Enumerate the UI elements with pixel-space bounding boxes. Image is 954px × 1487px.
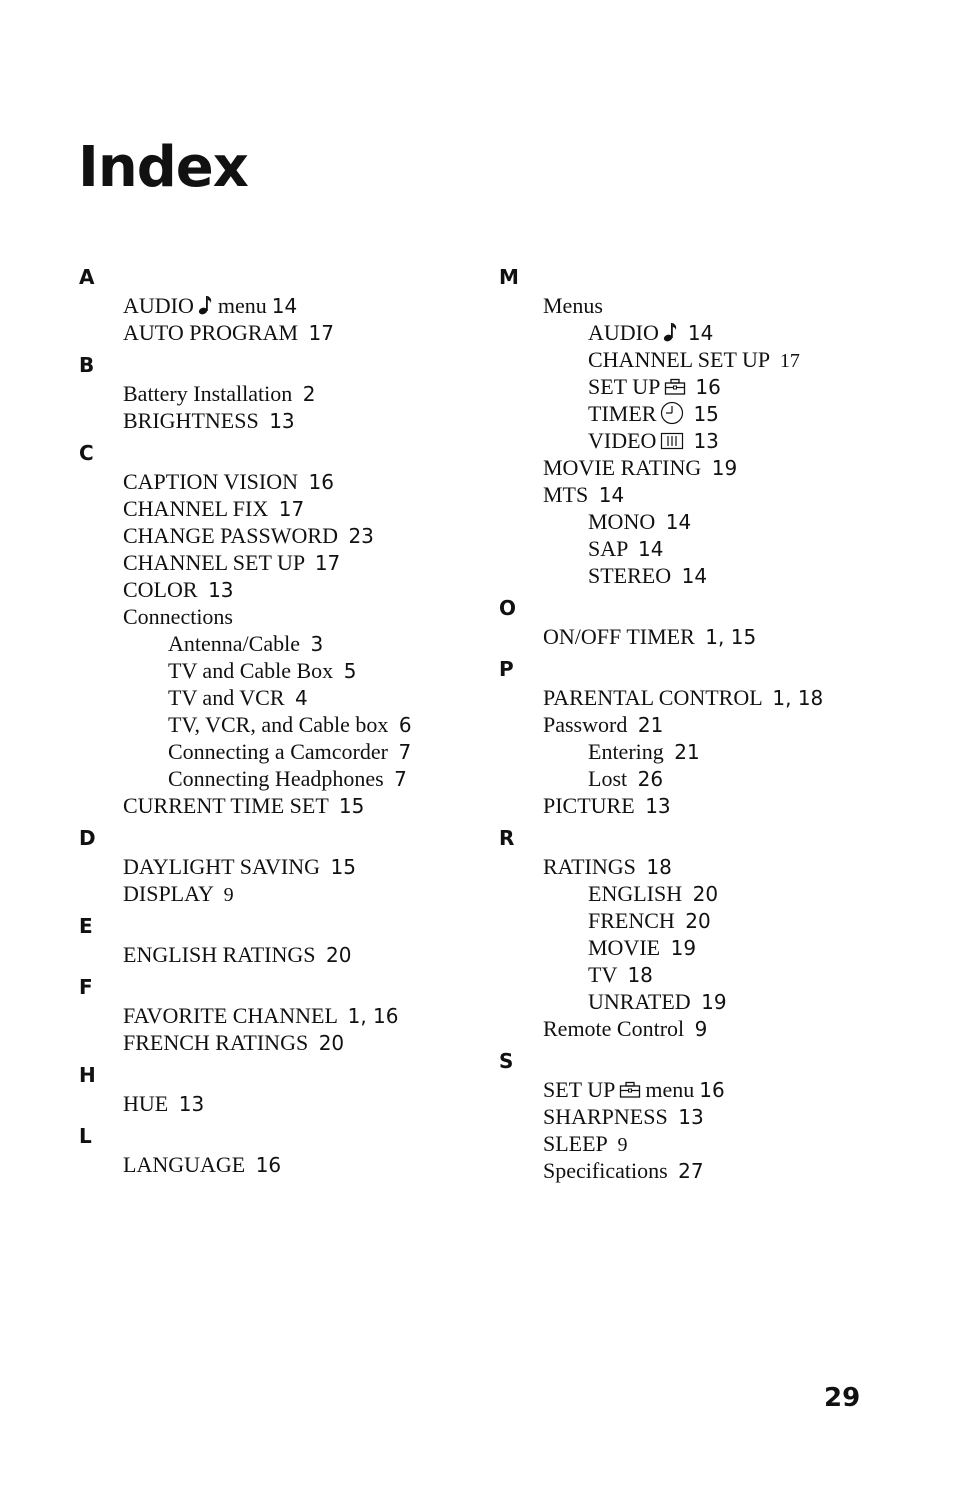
section-letter: D [79,826,96,850]
page-title: Index [78,135,248,200]
entry-page-ref: 20 [326,943,352,967]
entry-term: Connections [123,604,233,629]
index-entry-mono [499,508,919,535]
index-section-d [79,823,479,907]
section-letter: P [499,657,514,681]
entry-term: ENGLISH [588,881,683,906]
index-section-f [79,972,479,1056]
entry-page-ref: 23 [348,524,374,548]
entry-page-ref: 26 [637,767,664,791]
index-section-p [499,654,919,819]
entry-term: PARENTAL CONTROL [543,685,762,710]
index-entry-tv-vcr-and-cable-box [79,711,479,738]
entry-term: SLEEP [543,1131,607,1156]
index-left-column [79,262,479,1182]
setup-toolbox-icon [619,1078,641,1105]
entry-page-ref: 7 [398,740,412,764]
entry-page-ref: 9 [223,884,234,906]
entry-term: TIMER [588,401,657,426]
entry-term: Specifications [543,1158,668,1183]
entry-page-ref: 18 [627,963,653,987]
index-entry-video [499,427,919,454]
entry-page-ref: 1, 18 [772,686,824,710]
entry-page-ref: 14 [598,483,625,507]
entry-page-ref: 9 [617,1134,628,1156]
entry-term: HUE [123,1091,169,1116]
entry-page-ref: 20 [685,909,711,933]
index-entry-on-off-timer [499,623,919,650]
entry-page-ref: 2 [302,382,316,406]
entry-page-ref: 13 [269,409,295,433]
index-section-s [499,1046,919,1184]
entry-page-ref: 20 [318,1031,345,1055]
entry-page-ref: 16 [695,375,721,399]
section-letter: E [79,914,93,938]
entry-term: Password [543,712,628,737]
index-entry-tv-and-vcr [79,684,479,711]
index-entry-channel-set-up [499,346,919,373]
index-entry-channel-set-up [79,549,479,576]
index-entry-antenna-cable [79,630,479,657]
entry-term: SET UP [588,374,661,399]
entry-page-ref: 16 [308,470,334,494]
entry-page-ref: 1, 16 [347,1004,399,1028]
entry-term: MTS [543,482,589,507]
index-entry-specifications [499,1157,919,1184]
index-section-o [499,593,919,650]
entry-term: AUTO PROGRAM [123,320,299,345]
entry-page-ref: 17 [278,497,305,521]
entry-term: CURRENT TIME SET [123,793,329,818]
index-entry-auto-program [79,319,479,346]
index-entry-brightness [79,407,479,434]
index-entry-stereo [499,562,919,589]
index-entry-ratings [499,853,919,880]
index-entry-french-ratings [79,1029,479,1056]
entry-page-ref: 15 [330,855,356,879]
entry-suffix: menu [217,293,267,318]
index-entry-set-up [499,373,919,400]
page-number: 29 [824,1383,861,1413]
entry-term: SET UP [543,1077,616,1102]
entry-term: CHANGE PASSWORD [123,523,338,548]
index-entry-language [79,1151,479,1178]
entry-page-ref: 14 [271,294,298,318]
entry-page-ref: 15 [338,794,365,818]
entry-term: CHANNEL SET UP [123,550,305,575]
entry-term: FRENCH RATINGS [123,1030,309,1055]
section-letter: O [499,596,517,620]
entry-term: STEREO [588,563,672,588]
entry-term: DAYLIGHT SAVING [123,854,321,879]
entry-page-ref: 13 [678,1105,704,1129]
entry-term: VIDEO [588,428,657,453]
entry-term: LANGUAGE [123,1152,246,1177]
entry-page-ref: 19 [711,456,738,480]
index-entry-mts [499,481,919,508]
entry-page-ref: 20 [692,882,719,906]
entry-term: AUDIO [123,293,194,318]
section-letter: S [499,1049,514,1073]
entry-term: FRENCH [588,908,675,933]
index-entry-favorite-channel [79,1002,479,1029]
entry-page-ref: 19 [701,990,727,1014]
index-entry-english [499,880,919,907]
entry-page-ref: 14 [681,564,708,588]
section-letter: H [79,1063,96,1087]
index-entry-french [499,907,919,934]
index-entry-remote-control [499,1015,919,1042]
index-entry-sleep [499,1130,919,1157]
index-entry-movie [499,934,919,961]
entry-term: ENGLISH RATINGS [123,942,316,967]
entry-term: TV [588,962,617,987]
index-entry-lost [499,765,919,792]
entry-page-ref: 14 [665,510,692,534]
index-entry-timer [499,400,919,427]
entry-term: COLOR [123,577,198,602]
entry-term: Antenna/Cable [168,631,300,656]
entry-term: Connecting a Camcorder [168,739,388,764]
entry-term: CHANNEL SET UP [588,347,770,372]
entry-term: Lost [588,766,628,791]
section-letter: A [79,265,95,289]
entry-page-ref: 18 [646,855,672,879]
entry-term: RATINGS [543,854,636,879]
index-section-m [499,262,919,589]
index-entry-menus [499,292,919,319]
index-section-e [79,911,479,968]
entry-page-ref: 6 [398,713,412,737]
entry-term: CHANNEL FIX [123,496,269,521]
index-entry-sharpness [499,1103,919,1130]
entry-suffix: menu [645,1077,695,1102]
entry-term: TV, VCR, and Cable box [168,712,389,737]
entry-term: AUDIO [588,320,659,345]
index-entry-entering [499,738,919,765]
index-entry-sap [499,535,919,562]
entry-term: FAVORITE CHANNEL [123,1003,338,1028]
section-letter: R [499,826,515,850]
entry-page-ref: 14 [638,537,664,561]
entry-term: Entering [588,739,664,764]
entry-page-ref: 16 [699,1078,725,1102]
entry-page-ref: 1, 15 [705,625,757,649]
entry-term: MONO [588,509,656,534]
index-entry-current-time-set [79,792,479,819]
entry-page-ref: 13 [178,1092,205,1116]
entry-term: Remote Control [543,1016,685,1041]
entry-page-ref: 7 [394,767,407,791]
entry-term: TV and Cable Box [168,658,334,683]
index-entry-parental-control [499,684,919,711]
music-note-icon [198,294,214,322]
entry-term: MOVIE RATING [543,455,702,480]
index-entry-english-ratings [79,941,479,968]
entry-page-ref: 19 [670,936,697,960]
index-section-r [499,823,919,1042]
entry-page-ref: 4 [295,686,308,710]
entry-page-ref: 27 [678,1159,704,1183]
index-entry-set-up [499,1076,919,1103]
index-entry-color [79,576,479,603]
entry-term: Connecting Headphones [168,766,384,791]
entry-term: SAP [588,536,628,561]
index-entry-audio [79,292,479,319]
index-entry-audio [499,319,919,346]
entry-term: SHARPNESS [543,1104,668,1129]
entry-term: PICTURE [543,793,635,818]
entry-term: Menus [543,293,603,318]
entry-page-ref: 9 [694,1017,708,1041]
index-entry-picture [499,792,919,819]
index-entry-tv-and-cable-box [79,657,479,684]
index-entry-movie-rating [499,454,919,481]
entry-page-ref: 17 [308,321,334,345]
entry-page-ref: 17 [314,551,341,575]
entry-term: DISPLAY [123,881,214,906]
entry-term: UNRATED [588,989,691,1014]
index-entry-tv [499,961,919,988]
entry-page-ref: 13 [693,429,719,453]
entry-page-ref: 16 [255,1153,282,1177]
index-section-c [79,438,479,819]
index-entry-connecting-headphones [79,765,479,792]
entry-term: TV and VCR [168,685,285,710]
entry-page-ref: 3 [310,632,324,656]
index-section-a [79,262,479,346]
entry-term: Battery Installation [123,381,293,406]
entry-term: BRIGHTNESS [123,408,259,433]
index-entry-hue [79,1090,479,1117]
index-right-column [499,262,919,1188]
index-entry-battery-installation [79,380,479,407]
entry-page-ref: 21 [637,713,664,737]
entry-page-ref: 14 [687,321,714,345]
index-section-b [79,350,479,434]
index-section-h [79,1060,479,1117]
index-entry-connections [79,603,479,630]
setup-toolbox-icon [664,375,686,402]
index-entry-channel-fix [79,495,479,522]
music-note-icon [663,321,679,349]
video-menu-icon [660,429,684,456]
entry-page-ref: 13 [645,794,671,818]
section-letter: C [79,441,94,465]
index-entry-daylight-saving [79,853,479,880]
entry-page-ref: 15 [693,402,719,426]
section-letter: M [499,265,519,289]
index-entry-display [79,880,479,907]
entry-term: MOVIE [588,935,661,960]
index-entry-connecting-a-camcorder [79,738,479,765]
entry-page-ref: 17 [779,350,800,372]
index-entry-caption-vision [79,468,479,495]
index-entry-unrated [499,988,919,1015]
section-letter: F [79,975,93,999]
entry-term: ON/OFF TIMER [543,624,695,649]
entry-page-ref: 5 [343,659,357,683]
index-entry-password [499,711,919,738]
entry-term: CAPTION VISION [123,469,298,494]
entry-page-ref: 21 [674,740,700,764]
section-letter: L [79,1124,92,1148]
entry-page-ref: 13 [208,578,234,602]
index-entry-change-password [79,522,479,549]
section-letter: B [79,353,95,377]
index-section-l [79,1121,479,1178]
